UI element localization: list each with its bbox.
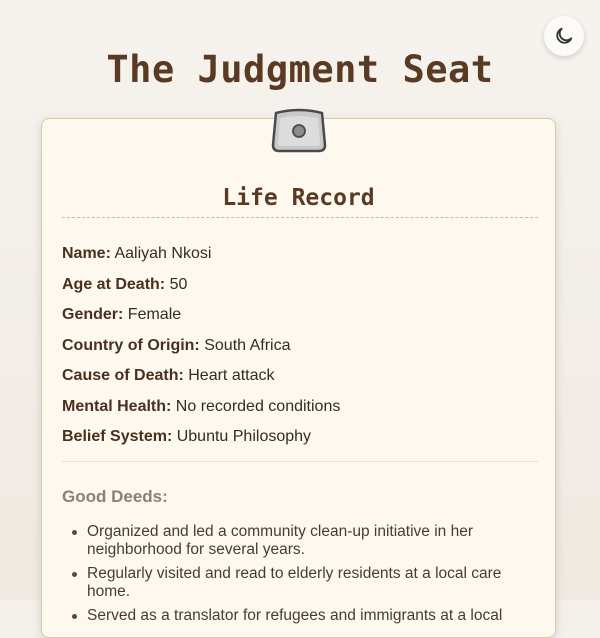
good-deeds-heading: Good Deeds:: [62, 487, 168, 506]
field-value: Ubuntu Philosophy: [176, 428, 312, 445]
field-label: Name:: [62, 245, 111, 262]
life-record-fields: [62, 239, 538, 453]
field-label: Mental Health:: [62, 397, 172, 415]
field-label: Gender:: [62, 306, 124, 323]
field-label: Belief System:: [62, 428, 173, 445]
good-deeds-list: [62, 523, 542, 631]
field-value: South Africa: [204, 336, 291, 354]
moon-icon: [553, 25, 575, 47]
field-value: Female: [127, 306, 182, 323]
field-value: No recorded conditions: [175, 397, 341, 415]
field-mental-health: [62, 392, 538, 423]
field-label: Cause of Death:: [62, 367, 184, 384]
field-label: Age at Death:: [62, 275, 166, 293]
list-item: Served as a translator for refugees and immigrants at a local: [87, 607, 542, 625]
field-name: [62, 239, 538, 270]
field-belief-system: [62, 422, 538, 453]
field-country-of-origin: [62, 331, 538, 362]
field-cause-of-death: [62, 361, 538, 392]
page-title: The Judgment Seat: [106, 48, 494, 91]
field-value: Aaliyah Nkosi: [114, 245, 212, 262]
field-label: Country of Origin:: [62, 336, 200, 354]
field-value: Heart attack: [188, 367, 275, 384]
section-divider: [62, 461, 538, 462]
list-item: Organized and led a community clean-up initiative in her neighborhood for several years.: [87, 523, 542, 559]
life-record-card: [41, 118, 556, 638]
dashed-divider: [62, 217, 538, 218]
clipboard-clip-icon: [270, 109, 328, 157]
field-value: 50: [169, 275, 188, 293]
field-gender: [62, 300, 538, 331]
list-item: Regularly visited and read to elderly residents at a local care home.: [87, 565, 542, 601]
card-heading: Life Record: [222, 185, 375, 211]
field-age-at-death: [62, 270, 538, 301]
